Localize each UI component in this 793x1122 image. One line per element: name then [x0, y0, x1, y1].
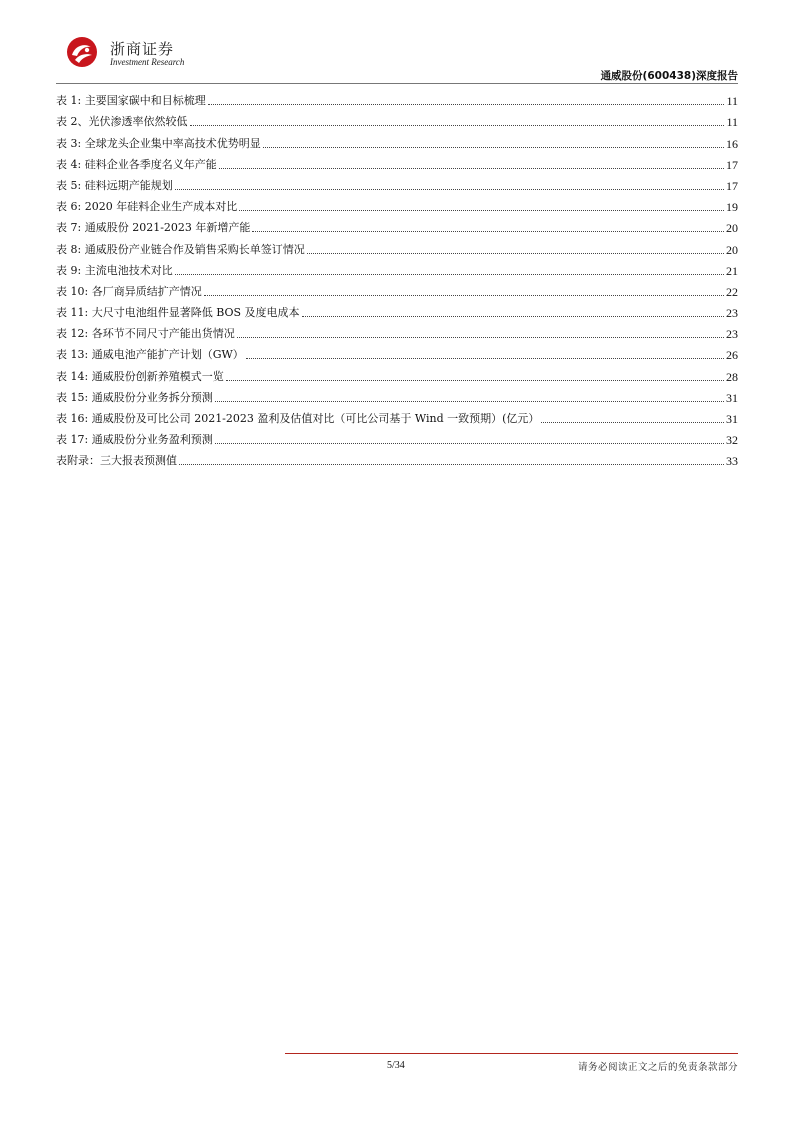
toc-entry-page: 22	[726, 284, 738, 299]
toc-entry-label: 表 4: 硅料企业各季度名义年产能	[56, 157, 217, 171]
toc-entry-label: 表 7: 通威股份 2021-2023 年新增产能	[56, 221, 251, 235]
toc-leader-dots	[215, 442, 724, 444]
toc-entry[interactable]	[56, 129, 738, 150]
toc-leader-dots	[263, 146, 724, 148]
table-of-tables	[56, 87, 738, 468]
toc-entry[interactable]	[56, 341, 738, 362]
brand-name: 浙商证券	[110, 40, 175, 58]
toc-entry[interactable]	[56, 278, 738, 299]
toc-entry[interactable]	[56, 257, 738, 278]
toc-entry-label: 表 13: 通威电池产能扩产计划（GW）	[56, 348, 244, 362]
toc-entry[interactable]	[56, 235, 738, 256]
zheshang-securities-logo-icon	[63, 35, 101, 69]
toc-entry-page: 19	[726, 200, 738, 215]
toc-entry[interactable]	[56, 214, 738, 235]
toc-entry[interactable]	[56, 405, 738, 426]
toc-entry-label: 表 17: 通威股份分业务盈利预测	[56, 433, 213, 447]
toc-leader-dots	[226, 379, 724, 381]
toc-entry-label: 表 1: 主要国家碳中和目标梳理	[56, 94, 206, 108]
report-title: 通威股份(600438)深度报告	[600, 70, 738, 82]
toc-entry-page: 11	[726, 115, 738, 130]
toc-leader-dots	[302, 315, 724, 317]
toc-entry-label: 表 11: 大尺寸电池组件显著降低 BOS 及度电成本	[56, 306, 300, 320]
toc-entry-page: 20	[726, 221, 738, 236]
toc-entry-page: 17	[726, 157, 738, 172]
toc-leader-dots	[246, 357, 724, 359]
toc-entry[interactable]	[56, 193, 738, 214]
toc-leader-dots	[215, 400, 724, 402]
toc-entry-label: 表 16: 通威股份及可比公司 2021-2023 盈利及估值对比（可比公司基于 Wind 一致预期）(亿元）	[56, 412, 540, 425]
toc-entry-label: 表 14: 通威股份创新养殖模式一览	[56, 369, 224, 383]
toc-leader-dots	[175, 188, 724, 190]
toc-entry[interactable]	[56, 447, 738, 468]
toc-leader-dots	[237, 336, 724, 338]
toc-entry-label: 表 5: 硅料远期产能规划	[56, 178, 173, 192]
toc-entry[interactable]	[56, 108, 738, 129]
toc-entry-page: 23	[726, 327, 738, 342]
toc-entry-page: 32	[726, 433, 738, 448]
toc-entry[interactable]	[56, 320, 738, 341]
toc-entry-page: 31	[726, 390, 738, 405]
toc-entry-page: 21	[726, 263, 738, 278]
page-number: 5/34	[387, 1060, 405, 1071]
toc-entry[interactable]	[56, 172, 738, 193]
toc-leader-dots	[208, 103, 725, 105]
header-rule	[56, 83, 738, 84]
toc-entry-page: 17	[726, 178, 738, 193]
toc-leader-dots	[179, 463, 724, 465]
toc-entry-page: 20	[726, 242, 738, 257]
toc-leader-dots	[190, 124, 725, 126]
toc-entry[interactable]	[56, 384, 738, 405]
disclaimer-text: 请务必阅读正文之后的免责条款部分	[577, 1062, 738, 1073]
toc-entry-label: 表 15: 通威股份分业务拆分预测	[56, 390, 213, 404]
toc-entry-label: 表附录：三大报表预测值	[56, 454, 177, 468]
toc-entry-page: 11	[726, 94, 738, 109]
page-header	[56, 34, 738, 84]
toc-entry-page: 23	[726, 306, 738, 321]
toc-leader-dots	[219, 167, 724, 169]
toc-leader-dots	[239, 209, 724, 211]
toc-entry[interactable]	[56, 87, 738, 108]
toc-leader-dots	[307, 252, 724, 254]
toc-entry[interactable]	[56, 362, 738, 383]
toc-entry-page: 26	[726, 348, 738, 363]
toc-leader-dots	[252, 230, 724, 232]
toc-entry-page: 16	[726, 136, 738, 151]
toc-entry-label: 表 8: 通威股份产业链合作及销售采购长单签订情况	[56, 242, 305, 256]
toc-entry-page: 33	[726, 454, 738, 469]
toc-leader-dots	[175, 273, 724, 275]
toc-entry-label: 表 2、光伏渗透率依然较低	[56, 115, 188, 129]
toc-entry-label: 表 12: 各环节不同尺寸产能出货情况	[56, 327, 235, 341]
toc-entry-label: 表 9: 主流电池技术对比	[56, 263, 173, 277]
toc-entry-page: 28	[726, 369, 738, 384]
toc-entry-label: 表 6: 2020 年硅料企业生产成本对比	[56, 200, 238, 214]
toc-entry[interactable]	[56, 426, 738, 447]
toc-leader-dots	[541, 421, 724, 423]
toc-leader-dots	[204, 294, 724, 296]
toc-entry[interactable]	[56, 151, 738, 172]
toc-entry-page: 31	[726, 412, 738, 426]
toc-entry[interactable]	[56, 299, 738, 320]
brand-subtitle: Investment Research	[110, 57, 185, 67]
toc-entry-label: 表 10: 各厂商异质结扩产情况	[56, 284, 202, 298]
footer-rule	[285, 1053, 738, 1054]
toc-entry-label: 表 3: 全球龙头企业集中率高技术优势明显	[56, 136, 261, 150]
